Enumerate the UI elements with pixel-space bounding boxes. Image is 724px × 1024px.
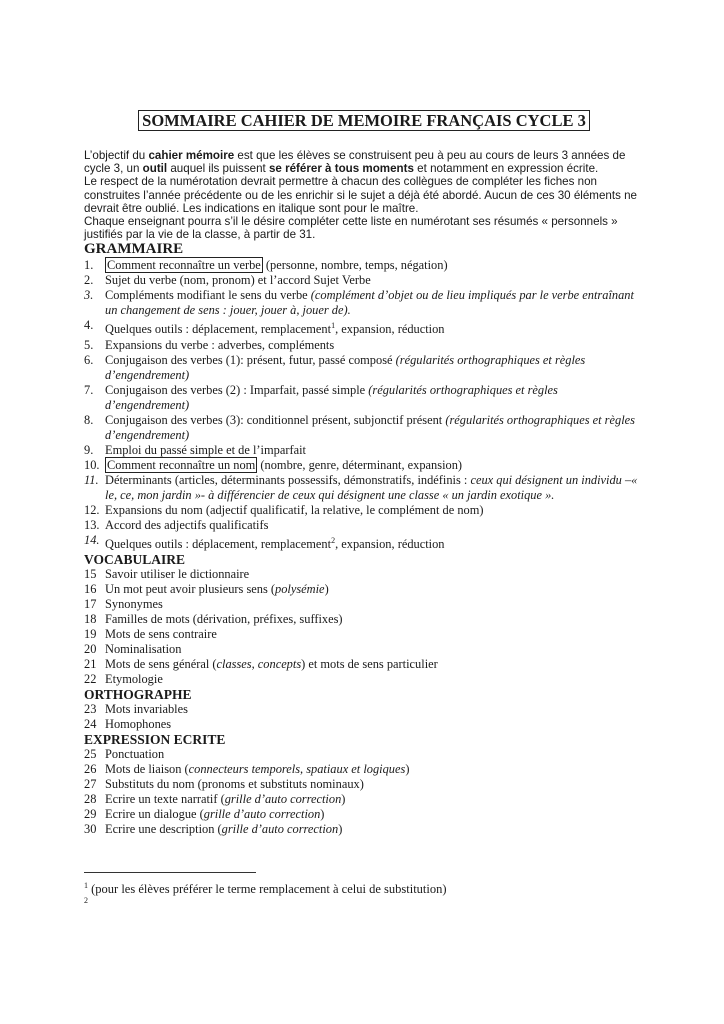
- item-text: Mots de liaison (: [105, 761, 189, 776]
- teacher-note: (régularités orthographiques et règles d’engendrement): [105, 412, 635, 442]
- list-item: [84, 473, 644, 503]
- teacher-note: ceux qui désignent un individu –« le, ce, mon jardin »- à différencier de ceux qui désignent une classe « un jardin exotique ».: [105, 472, 638, 502]
- list-item-number: 7.: [84, 382, 94, 397]
- list-item: [84, 612, 644, 627]
- item-text: Ecrire un texte narratif (: [105, 791, 225, 806]
- item-text: Expansions du nom (adjectif qualificatif, la relative, le complément de nom): [105, 502, 484, 517]
- list-item-number: 12.: [84, 502, 100, 517]
- document-page: [84, 110, 644, 837]
- list-item-number: 11.: [84, 472, 99, 487]
- intro-bold-cahier: cahier mémoire: [148, 149, 235, 162]
- section-list: [84, 702, 644, 732]
- item-text: Substituts du nom (pronoms et substituts nominaux): [105, 776, 364, 791]
- item-text: Ecrire une description (: [105, 821, 222, 836]
- item-text: Quelques outils : déplacement, remplacement: [105, 322, 332, 337]
- list-item: [84, 567, 644, 582]
- teacher-note: (complément d’objet ou de lieu impliqués par le verbe entraînant un changement de sens : jouer, jouer à, jouer de).: [105, 288, 634, 318]
- teacher-note: classes, concepts: [216, 656, 302, 671]
- item-text: Mots de sens général (: [105, 656, 217, 671]
- list-item: [84, 258, 644, 273]
- item-text: Accord des adjectifs qualificatifs: [105, 517, 269, 532]
- intro-paragraph-3: Chaque enseignant pourra s’il le désire compléter cette liste en numérotant ses résumés « personnels » justifiés par la vie de la classe, à partir de 31.: [84, 215, 618, 242]
- item-text: , expansion, réduction: [335, 536, 445, 551]
- list-item: [84, 518, 644, 533]
- intro-text: est que les élèves se construisent peu à peu au cours de leurs 3 années de cycle 3, un: [84, 149, 626, 176]
- list-item-number: 21: [84, 656, 97, 671]
- list-item-number: 26: [84, 761, 97, 776]
- list-item: [84, 777, 644, 792]
- sections-container: [84, 241, 644, 836]
- intro-bold-referer: se référer à tous moments: [268, 162, 414, 176]
- footnote-1-mark: 1: [84, 881, 88, 890]
- item-text: ): [338, 821, 343, 836]
- list-item: [84, 503, 644, 518]
- list-item: [84, 443, 644, 458]
- item-text: Homophones: [105, 716, 172, 731]
- section-list: [84, 258, 644, 551]
- list-item-number: 10.: [84, 457, 100, 472]
- teacher-note: grille d’auto correction: [224, 791, 342, 806]
- item-text: Mots de sens contraire: [105, 626, 217, 641]
- footnote-1-text: (pour les élèves préférer le terme remplacement à celui de substitution): [88, 882, 447, 897]
- list-item: [84, 807, 644, 822]
- list-item: [84, 627, 644, 642]
- list-item-number: 20: [84, 641, 97, 656]
- item-text: ) et mots de sens particulier: [301, 656, 438, 671]
- section-heading: VOCABULAIRE: [84, 551, 185, 567]
- item-text: ): [341, 791, 346, 806]
- boxed-item-text: Comment reconnaître un nom: [107, 457, 256, 472]
- intro-paragraph-1: [84, 149, 644, 175]
- list-item: [84, 747, 644, 762]
- list-item: [84, 318, 644, 337]
- list-item-number: 13.: [84, 517, 100, 532]
- teacher-note: grille d’auto correction: [203, 806, 321, 821]
- list-item: [84, 338, 644, 353]
- intro-bold-outil: outil: [142, 162, 168, 176]
- list-item: [84, 597, 644, 612]
- section-list: [84, 567, 644, 687]
- list-item-number: 30: [84, 821, 97, 836]
- footnote-reference: 2: [331, 535, 336, 545]
- list-item-number: 22: [84, 671, 97, 686]
- list-item-number: 9.: [84, 442, 94, 457]
- item-text: Ecrire un dialogue (: [105, 806, 204, 821]
- intro-block: [84, 149, 644, 241]
- item-text: Un mot peut avoir plusieurs sens (: [105, 581, 276, 596]
- footnote-divider: [84, 872, 256, 873]
- item-text: ): [324, 581, 329, 596]
- item-text: Savoir utiliser le dictionnaire: [105, 566, 250, 581]
- item-text: Compléments modifiant le sens du verbe: [105, 288, 311, 303]
- teacher-note: polysémie: [275, 581, 325, 596]
- item-text: ): [320, 806, 325, 821]
- intro-text: auquel ils puissent: [167, 162, 269, 176]
- teacher-note: (régularités orthographiques et règles d’engendrement): [105, 382, 558, 412]
- item-text: (personne, nombre, temps, négation): [262, 258, 448, 273]
- list-item: [84, 672, 644, 687]
- list-item-number: 3.: [84, 288, 94, 303]
- item-text: Ponctuation: [105, 746, 165, 761]
- list-item: [84, 353, 644, 383]
- list-item-number: 17: [84, 596, 97, 611]
- document-title: SOMMAIRE CAHIER DE MEMOIRE FRANÇAIS CYCLE 3: [138, 110, 590, 131]
- list-item: [84, 642, 644, 657]
- list-item-number: 24: [84, 716, 97, 731]
- list-item: [84, 533, 644, 552]
- item-text: Expansions du verbe : adverbes, compléments: [105, 337, 335, 352]
- list-item-number: 5.: [84, 337, 94, 352]
- item-text: Déterminants (articles, déterminants possessifs, démonstratifs, indéfinis :: [105, 472, 471, 487]
- list-item: [84, 702, 644, 717]
- list-item-number: 19: [84, 626, 97, 641]
- list-item-number: 27: [84, 776, 97, 791]
- list-item: [84, 273, 644, 288]
- list-item-number: 4.: [84, 318, 94, 333]
- list-item-number: 18: [84, 611, 97, 626]
- item-text: Synonymes: [105, 596, 163, 611]
- document-title-wrapper: [84, 110, 644, 131]
- list-item-number: 8.: [84, 412, 94, 427]
- teacher-note: connecteurs temporels, spatiaux et logiques: [188, 761, 406, 776]
- intro-text: L’objectif du: [84, 149, 149, 162]
- item-text: Etymologie: [105, 671, 163, 686]
- item-text: ): [405, 761, 410, 776]
- list-item-number: 23: [84, 701, 97, 716]
- item-text: Mots invariables: [105, 701, 188, 716]
- item-text: Familles de mots (dérivation, préfixes, suffixes): [105, 611, 343, 626]
- list-item: [84, 717, 644, 732]
- item-text: Conjugaison des verbes (2) : Imparfait, passé simple: [105, 382, 369, 397]
- list-item-number: 28: [84, 791, 97, 806]
- teacher-note: grille d’auto correction: [221, 821, 339, 836]
- item-text: Emploi du passé simple et de l’imparfait: [105, 442, 306, 457]
- intro-text: et notamment en expression écrite.: [413, 162, 599, 176]
- list-item: [84, 657, 644, 672]
- footnote-reference: 1: [331, 321, 336, 331]
- teacher-note: (régularités orthographiques et règles d’engendrement): [105, 352, 586, 382]
- list-item-number: 14.: [84, 532, 100, 547]
- list-item-number: 29: [84, 806, 97, 821]
- list-item: [84, 582, 644, 597]
- list-item-number: 6.: [84, 352, 94, 367]
- list-item-number: 25: [84, 746, 97, 761]
- intro-paragraph-2: Le respect de la numérotation devrait permettre à chacun des collègues de compléter les fiches non construites l’année précédente ou de les enrichir si le sujet a déjà été abordé. Aucun de ces 30 éléments ne devrait être oublié. Les indications en italique sont pour le maître.: [84, 175, 637, 215]
- list-item: [84, 413, 644, 443]
- list-item-number: 16: [84, 581, 97, 596]
- list-item: [84, 288, 644, 318]
- list-item: [84, 792, 644, 807]
- footnote-1: [84, 879, 644, 896]
- footnotes: [84, 872, 644, 905]
- list-item-number: 15: [84, 566, 97, 581]
- boxed-item-text: Comment reconnaître un verbe: [107, 258, 261, 273]
- section-heading: GRAMMAIRE: [84, 241, 184, 258]
- item-text: , expansion, réduction: [335, 322, 445, 337]
- item-text: Sujet du verbe (nom, pronom) et l’accord Sujet Verbe: [105, 273, 371, 288]
- section-list: [84, 747, 644, 837]
- list-item-number: 2.: [84, 273, 94, 288]
- list-item: [84, 383, 644, 413]
- section-heading: EXPRESSION ECRITE: [84, 731, 226, 747]
- item-text: Conjugaison des verbes (1): présent, futur, passé composé: [105, 352, 396, 367]
- item-text: Quelques outils : déplacement, remplacement: [105, 536, 332, 551]
- section-heading: ORTHOGRAPHE: [84, 686, 192, 702]
- list-item: [84, 458, 644, 473]
- item-text: (nombre, genre, déterminant, expansion): [257, 457, 463, 472]
- item-text: Nominalisation: [105, 641, 182, 656]
- list-item: [84, 762, 644, 777]
- footnote-2-mark: 2: [84, 896, 88, 906]
- list-item-number: 1.: [84, 258, 94, 273]
- item-text: Conjugaison des verbes (3): conditionnel présent, subjonctif présent: [105, 412, 446, 427]
- list-item: [84, 822, 644, 837]
